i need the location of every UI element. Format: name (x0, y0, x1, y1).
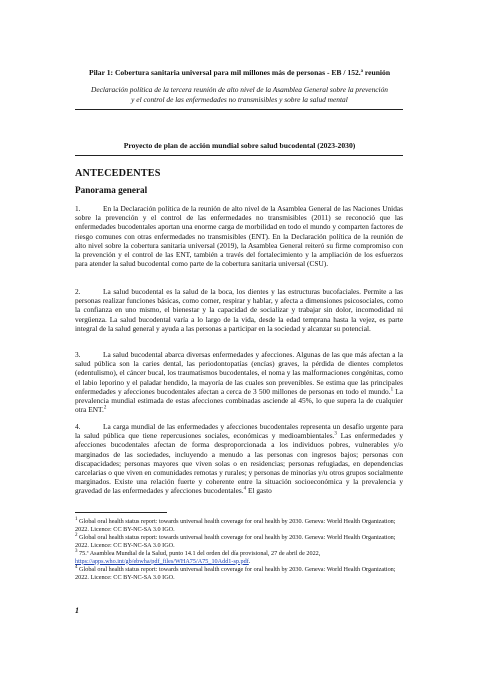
project-divider (75, 155, 403, 156)
paragraph-number: 2. (75, 287, 81, 296)
header-title: Pilar 1: Cobertura sanitaria universal para mil millones más de personas - EB / 152.ª reunión (88, 68, 391, 77)
footnote-mark: 2 (75, 532, 78, 538)
footnote-3 (75, 550, 403, 565)
paragraph-text: En la Declaración política de la reunión de alto nivel de la Asamblea General de las Naciones Unidas sobre la prevención y el control de las enfermedades no transmisibles (2011) se reconoció que las enfermedades bucodentales aportan una enorme carga de morbilidad en todo el mundo y comparten factores de riesgo comunes con otras enfermedades no transmisibles (ENT). En la Declaración política de la reunión de alto nivel sobre la cobertura sanitaria universal (2019), la Asamblea General reiteró su firme compromiso con la prevención y el control de las ENT, también a través del fortalecimiento y la ampliación de los esfuerzos para atender la salud bucodental como parte de la cobertura sanitaria universal (CSU). (75, 204, 403, 269)
footnote-ref[interactable]: 3 (334, 431, 337, 437)
footnote-ref[interactable]: 4 (243, 486, 247, 492)
paragraph-number: 1. (75, 204, 81, 213)
header-subtitle-line-1: Declaración política de la tercera reunión de alto nivel de la Asamblea General sobre la prevención (91, 85, 388, 94)
footnote-4 (75, 566, 403, 581)
footnote-divider (75, 512, 167, 513)
header-divider (75, 109, 403, 110)
footnote-mark: 3 (75, 548, 78, 554)
paragraph-2 (75, 287, 403, 333)
paragraph-text: La salud bucodental abarca diversas enfermedades y afecciones. Algunas de las que más afectan a la salud pública son la caries dental, las periodontopatías (encías) graves, la pérdida de dientes completos (edentulismo), el cáncer bucal, los traumatismos bucodentales, el noma y las malformaciones congénitas, como el labio leporino y el paladar hendido, la mayoría de las cuales son prevenibles. Se estima que las principales enfermedades y afecciones bucodentales afectan a cerca de 3 500 millones de personas en todo el mundo. (75, 350, 403, 396)
footnote-1 (75, 518, 403, 533)
header-subtitle (62, 85, 417, 105)
paragraph-number: 3. (75, 350, 81, 359)
project-title: Proyecto de plan de acción mundial sobre salud bucodental (2023-2030) (123, 141, 356, 150)
paragraph-text: La carga mundial de las enfermedades y afecciones bucodentales representa un desafío urgente para la salud pública que tiene repercusiones sociales, económicas y medioambientales. (75, 422, 403, 441)
paragraph-1 (75, 204, 403, 268)
footnote-text: 75.ª Asamblea Mundial de la Salud, punto 14.1 del orden del día provisional, 27 de abril de 2022, (79, 550, 321, 557)
paragraph-text-cont: Las enfermedades y afecciones bucodentales afectan de forma desproporcionada a los individuos pobres, vulnerables y/o marginados de las sociedades, incluyendo a menudo a las personas con ingresos bajos; personas con discapacidades; personas mayores que viven solas o en residencias; personas refugiadas, en dependencias carcelarias o que viven en comunidades remotas y rurales; y personas de minorías y/u otros grupos socialmente marginados. Existe una relación fuerte y coherente entre la situación socioeconómica y la prevalencia y gravedad de las enfermedades y afecciones bucodentales. (75, 431, 403, 496)
page-number: 1 (75, 606, 79, 615)
footnote-mark: 1 (75, 516, 78, 522)
paragraph-number: 4. (75, 422, 81, 431)
footnote-text: Global oral health status report: towards universal health coverage for oral health by 2030. Geneva: World Health Organization; 2022. Licence: CC BY-NC-SA 3.0 IGO. (75, 534, 396, 549)
footnote-2 (75, 534, 403, 549)
footnote-text: Global oral health status report: towards universal health coverage for oral health by 2030. Geneva: World Health Organization; 2022. Licence: CC BY-NC-SA 3.0 IGO. (75, 518, 396, 533)
paragraph-text: La salud bucodental es la salud de la boca, los dientes y las estructuras bucofaciales. Permite a las personas realizar funciones básicas, como comer, respirar y hablar, y afecta a dimensiones psicosociales, como la confianza en uno mismo, el bienestar y la capacidad de socializar y trabajar sin dolor, incomodidad ni vergüenza. La salud bucodental varía a lo largo de la vida, desde la edad temprana hasta la vejez, es parte integral de la salud general y ayuda a las personas a participar en la sociedad y alcanzar su potencial. (75, 287, 403, 333)
header-subtitle-line-2: y el control de las enfermedades no transmisibles y sobre la salud mental (131, 95, 348, 104)
section-heading: ANTECEDENTES (75, 168, 161, 179)
footnote-link[interactable]: https://apps.who.int/gb/ebwha/pdf_files/WHA75/A75_10Add1-sp.pdf (75, 557, 249, 565)
paragraph-4 (75, 422, 403, 496)
paragraph-text-cont: La prevalencia mundial estimada de estas afecciones combinadas asciende al 45%, lo que supera la de cualquier otra ENT. (75, 386, 403, 415)
footnote-ref[interactable]: 1 (390, 387, 394, 393)
paragraph-3 (75, 350, 403, 414)
footnote-tail: . (248, 557, 251, 565)
footnote-mark: 4 (75, 564, 78, 570)
subsection-heading: Panorama general (75, 185, 148, 195)
footnote-ref[interactable]: 2 (103, 405, 107, 411)
footnote-text: Global oral health status report: towards universal health coverage for oral health by 2030. Geneva: World Health Organization; 2022. Licence: CC BY-NC-SA 3.0 IGO. (75, 566, 396, 581)
paragraph-text-cont: El gasto (246, 486, 272, 496)
